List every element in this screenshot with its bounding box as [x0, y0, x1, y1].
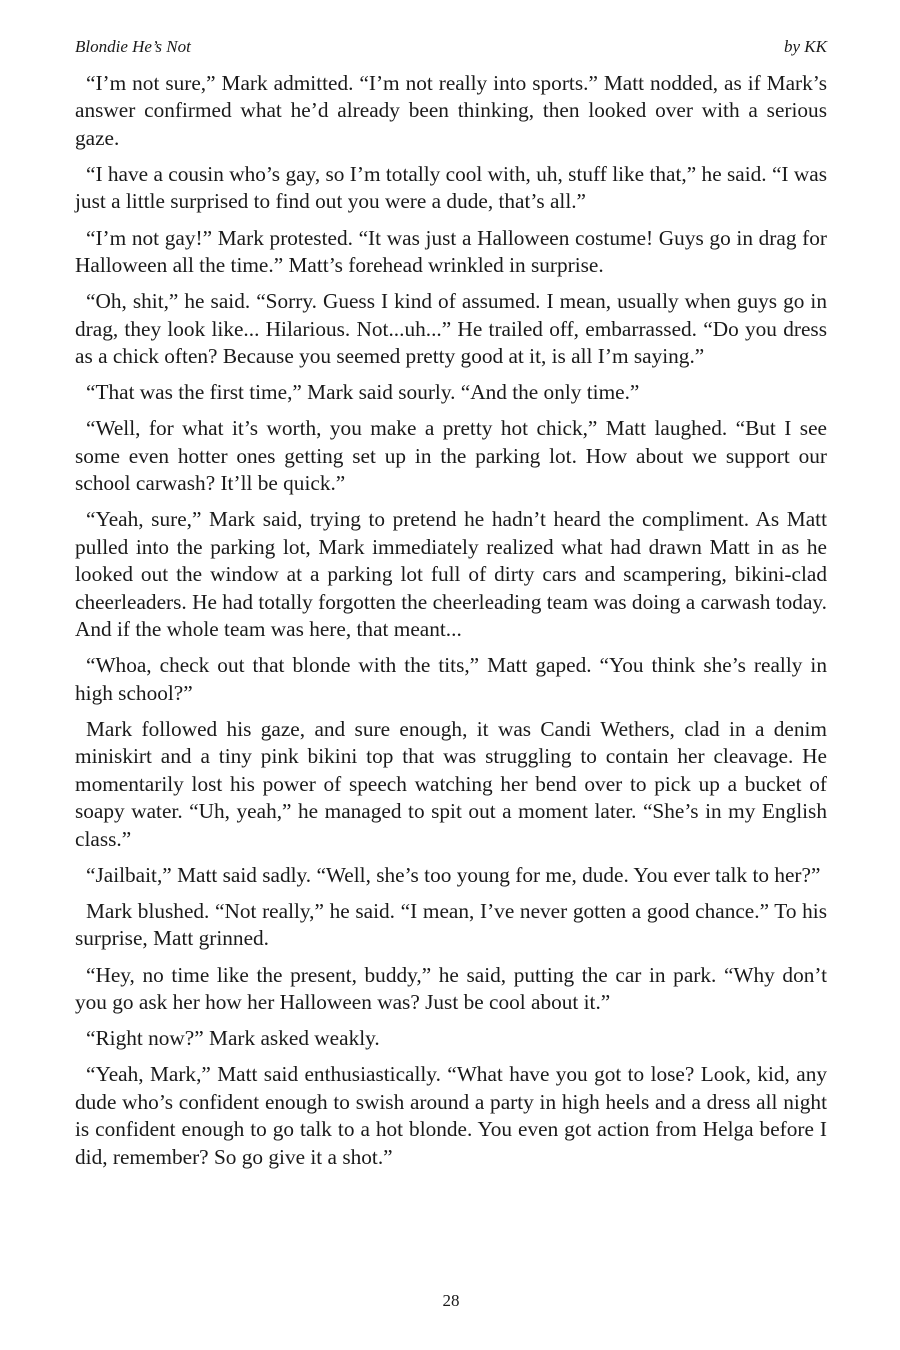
book-page — [75, 0, 827, 1350]
paragraph: “Yeah, Mark,” Matt said enthusiastically. “What have you got to lose? Look, kid, any dude who’s confident enough to swish around a party in high heels and a dress all night is confident enough to go talk to a hot blonde. You even got action from Helga before I did, remember? So go give it a shot.” — [75, 1062, 827, 1169]
paragraph: “Hey, no time like the present, buddy,” he said, putting the car in park. “Why don’t you go ask her how her Halloween was? Just be cool about it.” — [75, 962, 827, 1014]
paragraph: “Jailbait,” Matt said sadly. “Well, she’s too young for me, dude. You ever talk to her?” — [86, 862, 821, 887]
paragraph: “Right now?” Mark asked weakly. — [86, 1026, 380, 1051]
paragraph: “I’m not gay!” Mark protested. “It was just a Halloween costume! Guys go in drag for Halloween all the time.” Matt’s forehead wrinkled in surprise. — [75, 225, 827, 278]
paragraph: “Oh, shit,” he said. “Sorry. Guess I kind of assumed. I mean, usually when guys go in drag, they look like... Hilarious. Not...uh...” He trailed off, embarrassed. “Do you dress as a chick often? Because you seemed pretty good at it, is all I’m saying.” — [75, 289, 827, 369]
paragraph: “Yeah, sure,” Mark said, trying to pretend he hadn’t heard the compliment. As Matt pulled into the parking lot, Mark immediately realized what had drawn Matt in as he looked out the window at a parking lot full of dirty cars and scampering, bikini-clad cheerleaders. He had totally forgotten the cheerleading team was doing a carwash today. And if the whole team was here, that meant... — [75, 507, 827, 642]
paragraph: Mark followed his gaze, and sure enough, it was Candi Wethers, clad in a denim miniskirt and a tiny pink bikini top that was struggling to contain her cleavage. He momentarily lost his power of speech watching her bend over to pick up a bucket of soapy water. “Uh, yeah,” he managed to spit out a moment later. “She’s in my English class.” — [75, 716, 827, 851]
book-author: by KK — [784, 37, 827, 56]
running-header — [75, 36, 827, 58]
book-title: Blondie He’s Not — [75, 37, 191, 56]
page-number: 28 — [442, 1291, 460, 1310]
paragraph: Mark blushed. “Not really,” he said. “I mean, I’ve never gotten a good chance.” To his surprise, Matt grinned. — [75, 898, 827, 951]
paragraph: “Well, for what it’s worth, you make a pretty hot chick,” Matt laughed. “But I see some even hotter ones getting set up in the parking lot. How about we support our school carwash? It’ll be quick.” — [75, 416, 827, 496]
page-body — [75, 70, 827, 1180]
paragraph: “Whoa, check out that blonde with the tits,” Matt gaped. “You think she’s really in high school?” — [75, 653, 827, 705]
paragraph: “That was the first time,” Mark said sourly. “And the only time.” — [86, 380, 640, 405]
paragraph: “I’m not sure,” Mark admitted. “I’m not really into sports.” Matt nodded, as if Mark’s answer confirmed what he’d already been thinking, then looked over with a serious gaze. — [75, 71, 827, 150]
paragraph: “I have a cousin who’s gay, so I’m totally cool with, uh, stuff like that,” he said. “I was just a little surprised to find out you were a dude, that’s all.” — [75, 162, 827, 214]
